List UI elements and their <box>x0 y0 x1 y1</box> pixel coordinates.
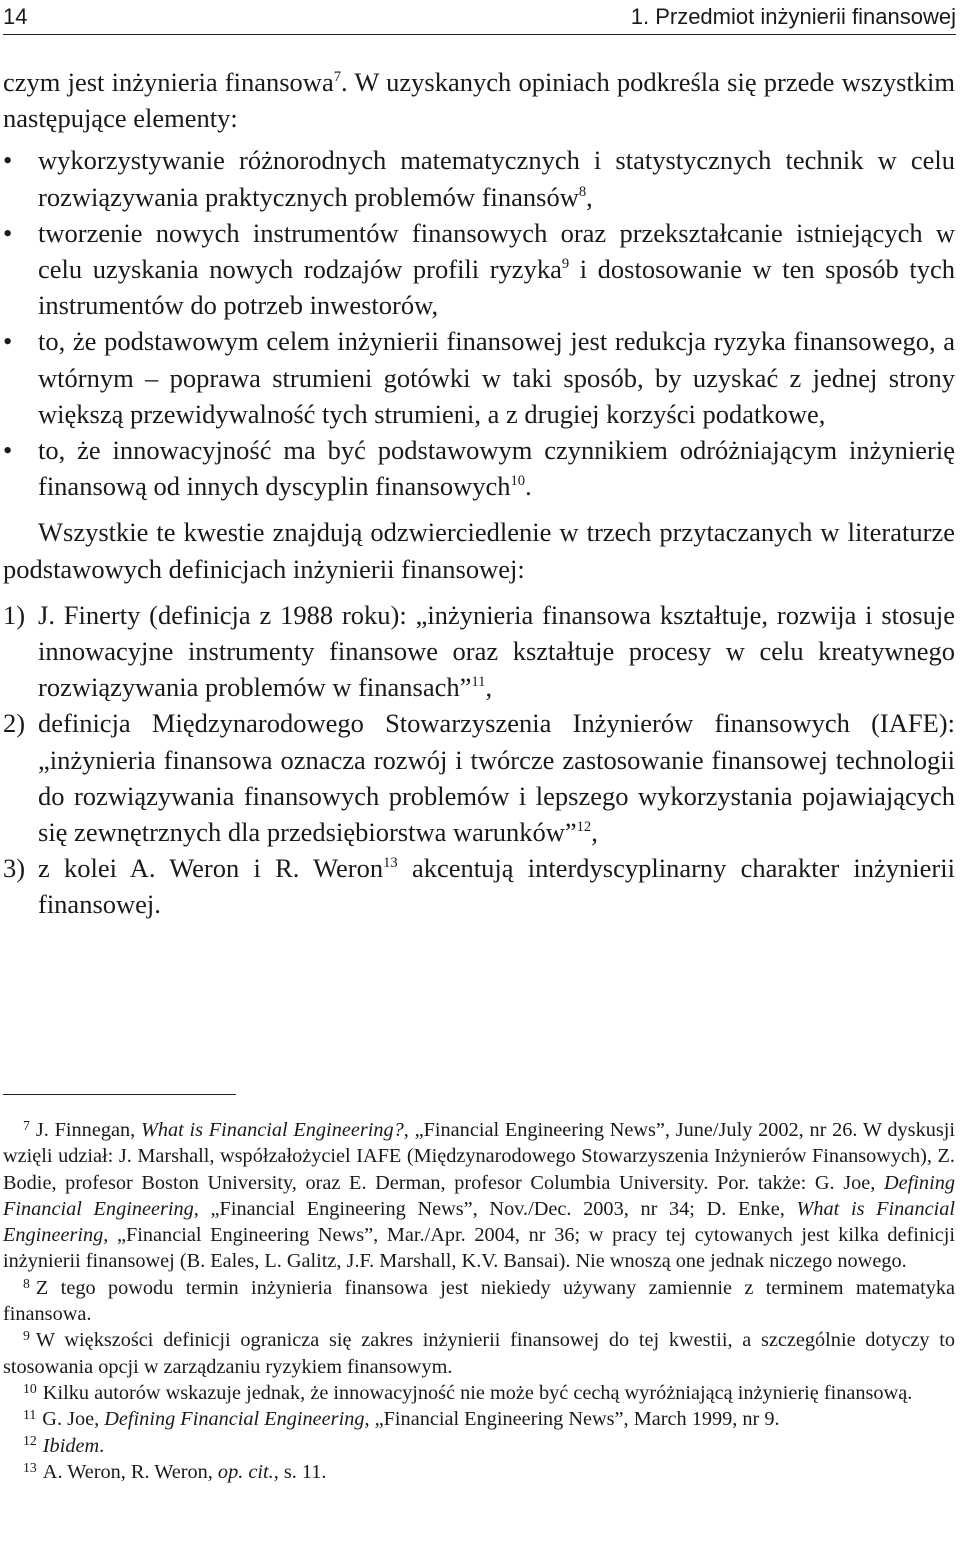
footnote-ref-11[interactable]: 11 <box>471 674 486 691</box>
footnote-ref-12[interactable]: 12 <box>576 818 592 835</box>
bullet-item: • to, że innowacyjność ma być podstawowym czynnikiem odróżniającym inżynierię finansową od innych dyscyplin finansowych$^{10}$. <box>3 432 955 504</box>
footnote-13: $^{13}$ A. Weron, R. Weron, op. cit., s. 11. <box>23 1459 327 1483</box>
footnote-ref-9[interactable]: 9 <box>561 255 570 272</box>
footnote-7: $^7$ J. Finnegan, What is Financial Engineering?, „Financial Engineering News”, June/July 2002, nr 26. W dyskusji wzięli udział: J. Marshall, współzałożyciel IAFE (Międzynarodowego Stowarzyszenia Inżynierów Finansowych), Z. Bodie, profesor Boston University, oraz E. Derman, profesor Columbia University. Por. także: G. Joe, Defining Financial Engineering, „Financial Engineering News”, Nov./Dec. 2003, nr 34; D. Enke, What is Financial Engineering, „Financial Engineering News”, Mar./Apr. 2004, nr 36; w pracy tej cytowanych jest kilka definicji inżynierii finansowej (B. Eales, L. Galitz, J.F. Marshall, K.V. Bansai). Nie wnoszą one jednak niczego nowego. <box>3 1117 956 1273</box>
bullet-item: • wykorzystywanie różnorodnych matematycznych i statystycznych technik w celu rozwiązywania praktycznych problemów finansów$^8$, <box>3 142 955 214</box>
definition-number: 3) <box>3 853 26 884</box>
page-number: 14 <box>3 4 28 29</box>
bullet-list <box>3 142 955 504</box>
footnote-12: $^{12}$ Ibidem. <box>23 1433 105 1457</box>
footnotes <box>3 1117 955 1485</box>
bullet-item: • tworzenie nowych instrumentów finansowych oraz przekształcanie istniejących w celu uzyskania nowych rodzajów profili ryzyka$^9$ i dostosowanie w ten sposób tych instrumentów do potrzeb inwestorów, <box>3 215 955 324</box>
definition-number: 1) <box>3 599 26 630</box>
definition-number: 2) <box>3 708 26 739</box>
running-header <box>3 0 956 35</box>
intro-paragraph: czym jest inżynieria finansowa$^7$. W uzyskanych opiniach podkreśla się przede wszystkim następujące elementy: <box>3 67 956 134</box>
footnote-divider <box>3 1094 236 1095</box>
footnote-ref-10[interactable]: 10 <box>510 473 526 490</box>
definition-item: 3) z kolei A. Weron i R. Weron$^{13}$ akcentują interdyscyplinarny charakter inżynierii finansowej. <box>3 850 955 922</box>
footnote-9: $^9$ W większości definicji ogranicza się zakres inżynierii finansowej do tej kwestii, a szczególnie dotyczy to stosowania opcji w zarządzaniu ryzykiem finansowym. <box>3 1328 955 1378</box>
chapter-title: 1. Przedmiot inżynierii finansowej <box>630 4 956 29</box>
definition-item: 2) definicja Międzynarodowego Stowarzyszenia Inżynierów finansowych (IAFE): „inżynieria finansowa oznacza rozwój i twórcze zastosowanie finansowej technologii do rozwiązywania finansowych problemów i lepszego wykorzystania pojawiających się zewnętrznych dla przedsiębiorstwa warunków”$^{12}$, <box>3 705 955 850</box>
footnote-ref-7[interactable]: 7 <box>333 68 341 85</box>
bullet-item: • to, że podstawowym celem inżynierii finansowej jest redukcja ryzyka finansowego, a wtórnym – poprawa strumieni gotówki w taki sposób, by uzyskać z jednej strony większą przewidywalność tych strumieni, a z drugiej korzyści podatkowe, <box>3 323 955 432</box>
main-text <box>3 64 955 923</box>
footnote-10: $^{10}$ Kilku autorów wskazuje jednak, że innowacyjność nie może być cechą wyróżniającą inżynierię finansową. <box>23 1380 913 1404</box>
summary-paragraph: Wszystkie te kwestie znajdują odzwierciedlenie w trzech przytaczanych w literaturze podstawowych definicjach inżynierii finansowej: <box>3 517 955 584</box>
footnote-8: $^8$ Z tego powodu termin inżynieria finansowa jest niekiedy używany zamiennie z terminem matematyka finansowa. <box>3 1275 955 1326</box>
footnote-ref-8[interactable]: 8 <box>578 183 587 200</box>
footnote-ref-13[interactable]: 13 <box>383 855 398 872</box>
definitions-list <box>3 597 955 923</box>
definition-item: 1) J. Finerty (definicja z 1988 roku): „inżynieria finansowa kształtuje, rozwija i stosuje innowacyjne instrumenty finansowe oraz kształtuje procesy w celu kreatywnego rozwiązywania problemów w finansach”$^{11}$, <box>3 597 955 706</box>
footnote-11: $^{11}$ G. Joe, Defining Financial Engineering, „Financial Engineering News”, March 1999, nr 9. <box>23 1407 780 1431</box>
